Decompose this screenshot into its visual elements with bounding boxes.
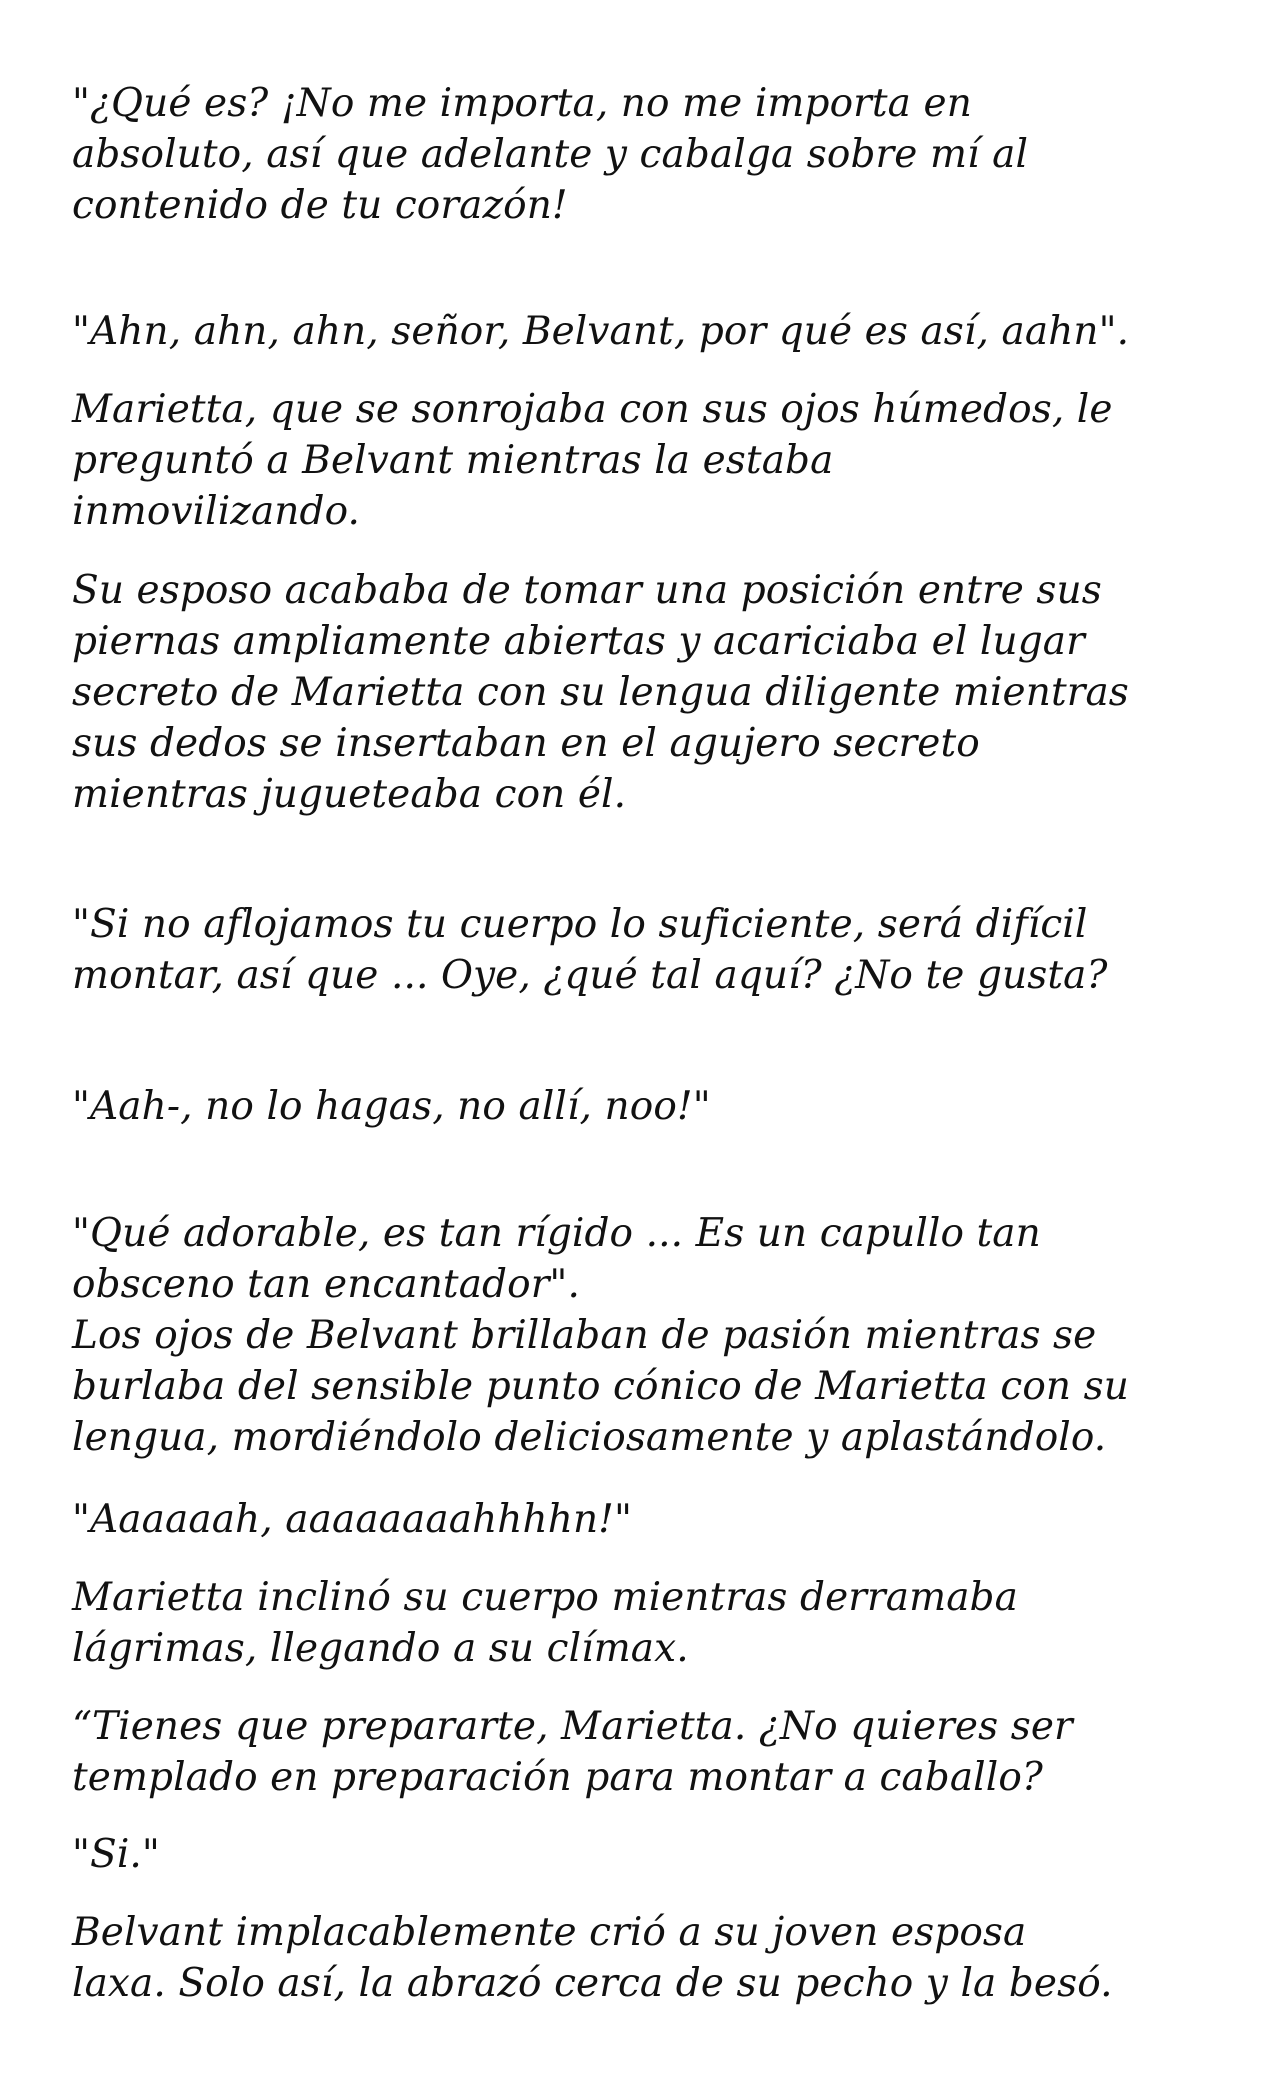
paragraph-4: Su esposo acababa de tomar una posición entre sus piernas ampliamente abiertas y acariciaba el lugar secreto de Marietta con su lengua diligente mientras sus dedos se insertaban en el agujero secreto mientras jugueteaba con él. xyxy=(72,568,1129,817)
paragraph-3: Marietta, que se sonrojaba con sus ojos húmedos, le preguntó a Belvant mientras la estaba inmovilizando. xyxy=(72,387,1113,534)
paragraph-6: "Aah-, no lo hagas, no allí, noo!" xyxy=(72,1084,711,1129)
paragraph-9: Marietta inclinó su cuerpo mientras derramaba lágrimas, llegando a su clímax. xyxy=(72,1575,1018,1671)
paragraph-8: "Aaaaaah, aaaaaaaahhhhn!" xyxy=(72,1497,632,1542)
paragraph-7: "Qué adorable, es tan rígido ... Es un capullo tan obsceno tan encantador". Los ojos de Belvant brillaban de pasión mientras se burlaba del sensible punto cónico de Marietta con su lengua, mordiéndolo deliciosamente y aplastándolo. xyxy=(72,1211,1129,1460)
paragraph-2: "Ahn, ahn, ahn, señor, Belvant, por qué es así, aahn". xyxy=(72,309,1130,354)
paragraph-1: "¿Qué es? ¡No me importa, no me importa en absoluto, así que adelante y cabalga sobre mí al contenido de tu corazón! xyxy=(72,81,1029,228)
paragraph-11: "Si." xyxy=(72,1832,160,1877)
paragraph-5: "Si no aflojamos tu cuerpo lo suficiente, será difícil montar, así que ... Oye, ¿qué tal aquí? ¿No te gusta? xyxy=(72,902,1108,998)
paragraph-10: “Tienes que prepararte, Marietta. ¿No quieres ser templado en preparación para montar a caballo? xyxy=(72,1704,1073,1800)
paragraph-12: Belvant implacablemente crió a su joven esposa laxa. Solo así, la abrazó cerca de su pecho y la besó. xyxy=(72,1910,1113,2006)
